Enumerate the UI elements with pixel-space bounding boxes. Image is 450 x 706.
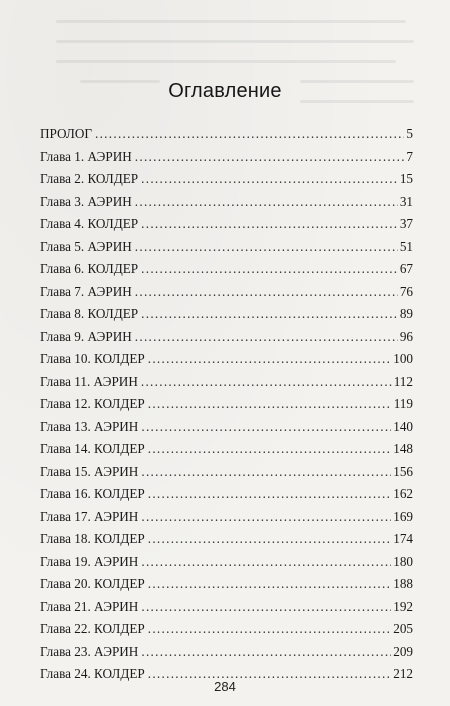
toc-entry-label: Глава 16. КОЛДЕР	[40, 486, 145, 501]
toc-leader-dots	[141, 596, 391, 619]
toc-entry	[40, 573, 413, 596]
toc-leader-dots	[95, 123, 404, 146]
toc-entry	[40, 146, 413, 169]
toc-entry	[40, 213, 413, 236]
toc-leader-dots	[141, 506, 391, 529]
toc-entry-page: 67	[399, 261, 413, 276]
toc-entry-label: Глава 22. КОЛДЕР	[40, 621, 145, 636]
toc-entry	[40, 258, 413, 281]
toc-entry	[40, 618, 413, 641]
toc-entry	[40, 483, 413, 506]
toc-leader-dots	[141, 258, 398, 281]
toc-entry-page: 96	[399, 328, 413, 344]
toc-entry-label: Глава 2. КОЛДЕР	[40, 171, 139, 186]
toc-entry	[40, 123, 413, 146]
toc-entry-page: 15	[399, 171, 413, 186]
toc-entry-label: Глава 17. АЭРИН	[40, 508, 139, 524]
toc-leader-dots	[141, 371, 392, 394]
toc-entry-page: 192	[393, 598, 413, 614]
toc-entry-label: Глава 6. КОЛДЕР	[40, 261, 139, 276]
toc-entry-page: 51	[399, 238, 413, 254]
toc-entry-label: Глава 12. КОЛДЕР	[40, 396, 145, 411]
toc-entry-label: Глава 1. АЭРИН	[40, 148, 132, 164]
toc-entry-label: Глава 14. КОЛДЕР	[40, 441, 145, 456]
toc-leader-dots	[141, 416, 391, 439]
page-number: 284	[214, 679, 236, 694]
toc-entry	[40, 348, 413, 371]
toc-entry	[40, 281, 413, 304]
toc-leader-dots	[135, 236, 398, 259]
toc-leader-dots	[141, 551, 391, 574]
toc-entry	[40, 191, 413, 214]
toc-entry-label: Глава 21. АЭРИН	[40, 598, 139, 614]
toc-entry-label: Глава 5. АЭРИН	[40, 238, 132, 254]
toc-entry-page: 76	[399, 283, 413, 299]
toc-entry-label: Глава 24. КОЛДЕР	[40, 666, 145, 681]
toc-entry-page: 148	[393, 441, 413, 456]
toc-entry	[40, 551, 413, 574]
toc-entry-page: 31	[399, 193, 413, 209]
toc-leader-dots	[148, 348, 392, 371]
toc-leader-dots	[148, 483, 392, 506]
toc-entry	[40, 393, 413, 416]
toc-entry-page: 180	[393, 553, 413, 569]
toc-leader-dots	[141, 303, 398, 326]
toc-entry-label: Глава 4. КОЛДЕР	[40, 216, 139, 231]
toc-leader-dots	[135, 281, 398, 304]
toc-leader-dots	[148, 438, 392, 461]
toc-leader-dots	[141, 641, 391, 664]
toc-entry-page: 140	[393, 418, 413, 434]
toc-entry-page: 119	[393, 396, 413, 411]
toc-entry	[40, 641, 413, 664]
toc-entry-page: 212	[393, 666, 413, 681]
toc-entry-page: 100	[393, 351, 413, 366]
toc-entry-page: 112	[393, 373, 413, 389]
toc-entry	[40, 236, 413, 259]
toc-entry	[40, 168, 413, 191]
toc-entry-label: Глава 3. АЭРИН	[40, 193, 132, 209]
toc-entry-label: Глава 9. АЭРИН	[40, 328, 132, 344]
toc-entry-label: Глава 8. КОЛДЕР	[40, 306, 139, 321]
toc-entry	[40, 326, 413, 349]
toc-leader-dots	[148, 573, 392, 596]
toc-leader-dots	[141, 213, 398, 236]
toc-leader-dots	[148, 618, 392, 641]
toc-entry-page: 156	[393, 463, 413, 479]
toc-entry-page: 209	[393, 643, 413, 659]
toc-leader-dots	[135, 326, 398, 349]
toc-entry	[40, 438, 413, 461]
toc-entry	[40, 303, 413, 326]
show-through-line	[56, 40, 414, 43]
toc-entry-page: 89	[399, 306, 413, 321]
toc-entry-label: Глава 18. КОЛДЕР	[40, 531, 145, 546]
toc-leader-dots	[135, 146, 405, 169]
toc-entry	[40, 371, 413, 394]
toc-entry	[40, 506, 413, 529]
toc-entry	[40, 461, 413, 484]
toc-entry-page: 7	[406, 148, 413, 164]
toc-leader-dots	[141, 461, 391, 484]
show-through-line	[56, 60, 396, 63]
toc-entry-label: Глава 20. КОЛДЕР	[40, 576, 145, 591]
toc-entry	[40, 528, 413, 551]
toc-entry-page: 162	[393, 486, 413, 501]
toc-entry-page: 5	[406, 126, 413, 141]
toc-entry-label: Глава 15. АЭРИН	[40, 463, 139, 479]
page-title: Оглавление	[168, 80, 282, 102]
toc-entry-page: 174	[393, 531, 413, 546]
toc-entry-label: Глава 7. АЭРИН	[40, 283, 132, 299]
toc-entry-label: Глава 23. АЭРИН	[40, 643, 139, 659]
toc-entry	[40, 596, 413, 619]
toc-entry-page: 188	[393, 576, 413, 591]
toc-entry-label: Глава 11. АЭРИН	[40, 373, 138, 389]
toc-leader-dots	[148, 393, 392, 416]
toc-entry-label: Глава 13. АЭРИН	[40, 418, 139, 434]
toc-leader-dots	[148, 528, 392, 551]
toc-leader-dots	[135, 191, 398, 214]
toc-entry-label: Глава 10. КОЛДЕР	[40, 351, 145, 366]
toc-entry-page: 205	[393, 621, 413, 636]
toc-leader-dots	[141, 168, 398, 191]
show-through-line	[56, 20, 406, 23]
toc-entry-page: 37	[399, 216, 413, 231]
table-of-contents	[40, 123, 413, 686]
toc-entry-label: Глава 19. АЭРИН	[40, 553, 139, 569]
toc-entry	[40, 416, 413, 439]
toc-entry-label: ПРОЛОГ	[40, 126, 92, 141]
toc-entry-page: 169	[393, 508, 413, 524]
